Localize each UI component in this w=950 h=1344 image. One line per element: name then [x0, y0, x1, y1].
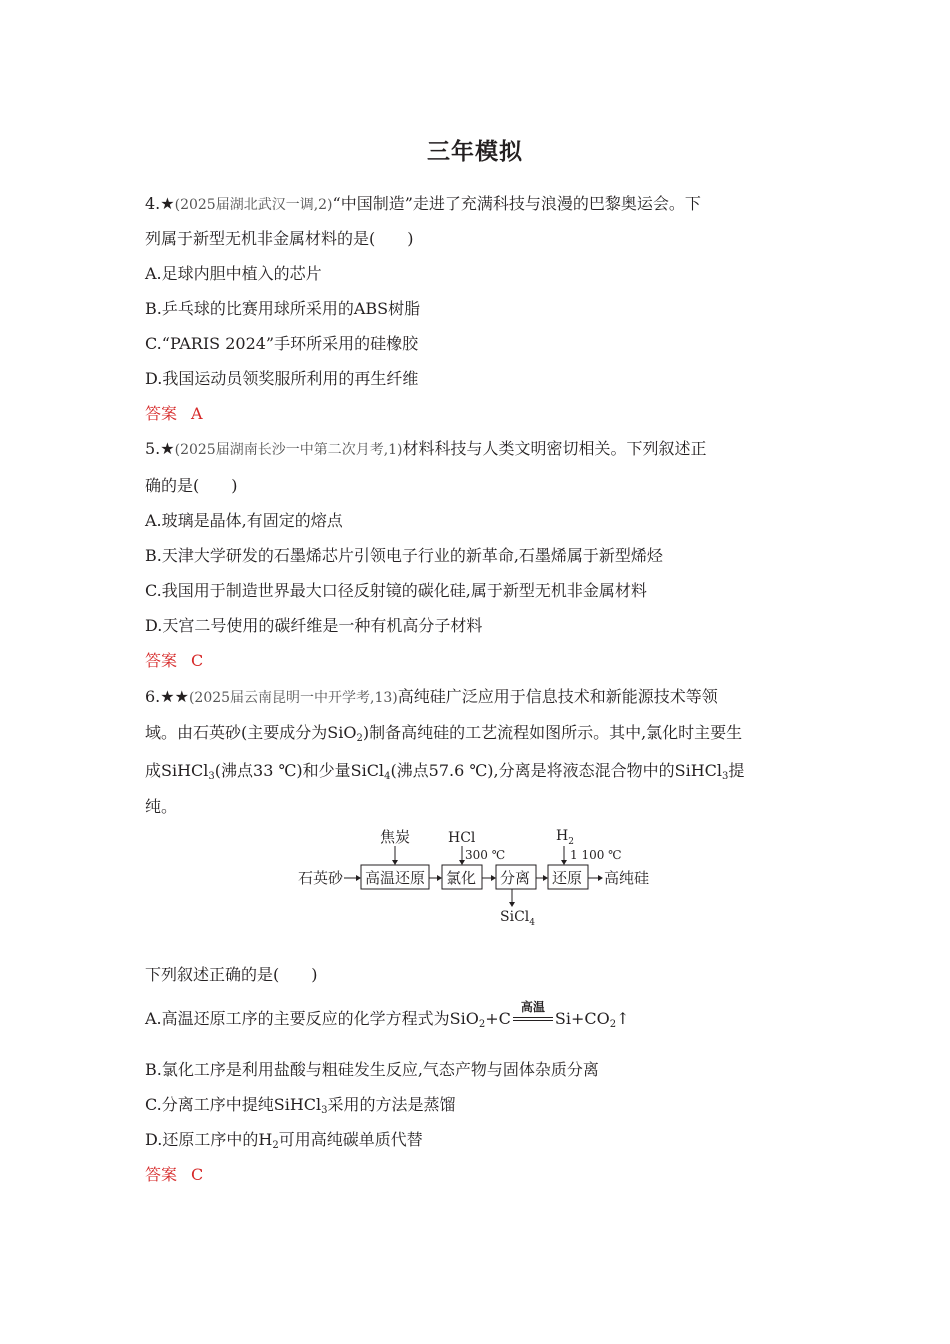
- q6-option-c: [145, 1094, 810, 1122]
- answer-value: C: [191, 1165, 204, 1184]
- flow-input: 石英砂: [298, 869, 344, 887]
- q6-stem-line4: 纯。: [145, 797, 178, 816]
- q6-question: 下列叙述正确的是( ): [145, 965, 318, 984]
- q4-number: 4.★: [145, 194, 175, 213]
- option-text: 采用的方法是蒸馏: [327, 1095, 456, 1114]
- option-text: A.高温还原工序的主要反应的化学方程式为SiO: [145, 1009, 479, 1028]
- answer-value: C: [191, 651, 204, 670]
- page-title: 三年模拟: [427, 139, 523, 165]
- flow-step-4: 还原: [552, 869, 583, 887]
- reaction-condition-equals: [513, 999, 553, 1031]
- q4-answer: [145, 403, 810, 425]
- subscript: 3: [208, 771, 215, 782]
- q5-option-d: D.天宫二号使用的碳纤维是一种有机高分子材料: [145, 616, 483, 635]
- flow-step-1: 高温还原: [365, 869, 426, 887]
- q5-answer: [145, 650, 810, 672]
- q6-stem-text: 高纯硅广泛应用于信息技术和新能源技术等领: [397, 687, 718, 706]
- q6-stem-text: 域。由石英砂(主要成分为SiO: [145, 723, 357, 742]
- q6-answer: [145, 1164, 810, 1186]
- flow-reagent-coke: 焦炭: [380, 828, 411, 846]
- q4-stem-text: “中国制造”走进了充满科技与浪漫的巴黎奥运会。下: [332, 194, 701, 213]
- q5-option-a: A.玻璃是晶体,有固定的熔点: [145, 511, 343, 530]
- q6-stem-text: )制备高纯硅的工艺流程如图所示。其中,氯化时主要生: [362, 723, 743, 742]
- q4-source: (2025届湖北武汉一调,2): [174, 197, 333, 213]
- flow-byproduct: SiCl$_4$: [500, 909, 535, 928]
- option-text: Si+CO: [554, 1009, 610, 1028]
- q6-stem-line1: [145, 686, 810, 709]
- subscript: 2: [609, 1019, 617, 1030]
- flow-reagent-hcl: HCl: [448, 830, 476, 846]
- q6-option-a: [145, 999, 810, 1036]
- answer-label: 答案: [145, 651, 178, 670]
- q6-number: 6.★★: [145, 687, 189, 706]
- q4-option-a: A.足球内胆中植入的芯片: [145, 264, 322, 283]
- q6-stem-text: 提: [728, 761, 745, 780]
- q5-stem-text: 材料科技与人类文明密切相关。下列叙述正: [402, 439, 707, 458]
- reaction-condition: 高温: [520, 999, 545, 1014]
- q4-stem-line1: [145, 193, 810, 216]
- q4-option-b: B.乒乓球的比赛用球所采用的ABS树脂: [145, 299, 421, 318]
- option-text: C.分离工序中提纯SiHCl: [145, 1095, 322, 1114]
- q5-option-b: B.天津大学研发的石墨烯芯片引领电子行业的新革命,石墨烯属于新型烯烃: [145, 546, 663, 565]
- q5-stem-line2: 确的是( ): [145, 476, 238, 495]
- q5-number: 5.★: [145, 439, 175, 458]
- subscript: 3: [321, 1105, 328, 1116]
- option-text: D.还原工序中的H: [145, 1130, 273, 1149]
- q4-option-d: D.我国运动员领奖服所利用的再生纤维: [145, 369, 419, 388]
- subscript: 2: [356, 733, 363, 744]
- q6-stem-line3: [145, 760, 810, 788]
- q6-stem-line2: [145, 722, 810, 750]
- subscript: 4: [384, 771, 391, 782]
- subscript: 3: [722, 771, 729, 782]
- q4-option-c: C.“PARIS 2024”手环所采用的硅橡胶: [145, 334, 419, 353]
- q4-stem-line2: 列属于新型无机非金属材料的是( ): [145, 229, 414, 248]
- flow-step-3: 分离: [500, 869, 531, 887]
- flow-condition-300: 300 ℃: [465, 848, 506, 862]
- q6-option-d: [145, 1129, 810, 1157]
- flow-step-2: 氯化: [446, 869, 477, 887]
- answer-label: 答案: [145, 404, 178, 423]
- subscript: 2: [272, 1140, 279, 1151]
- answer-label: 答案: [145, 1165, 178, 1184]
- gas-arrow-icon: ↑: [616, 1009, 630, 1028]
- q5-source: (2025届湖南长沙一中第二次月考,1): [174, 442, 403, 458]
- process-flow-diagram: [290, 822, 670, 932]
- q6-source: (2025届云南昆明一中开学考,13): [188, 690, 398, 706]
- flow-output: 高纯硅: [604, 869, 650, 887]
- answer-value: A: [191, 404, 203, 423]
- q6-option-b: B.氯化工序是利用盐酸与粗硅发生反应,气态产物与固体杂质分离: [145, 1060, 599, 1079]
- q6-stem-text: (沸点33 ℃)和少量SiCl: [214, 761, 385, 780]
- option-text: +C: [485, 1009, 511, 1028]
- flow-condition-1100: 1 100 ℃: [570, 848, 622, 862]
- q6-stem-text: (沸点57.6 ℃),分离是将液态混合物中的SiHCl: [390, 761, 723, 780]
- q6-stem-text: 成SiHCl: [145, 761, 209, 780]
- q5-option-c: C.我国用于制造世界最大口径反射镜的碳化硅,属于新型无机非金属材料: [145, 581, 647, 600]
- option-text: 可用高纯碳单质代替: [278, 1130, 423, 1149]
- q5-stem-line1: [145, 438, 810, 461]
- subscript: 2: [478, 1019, 486, 1030]
- flow-reagent-h2: $H_2$: [556, 828, 574, 847]
